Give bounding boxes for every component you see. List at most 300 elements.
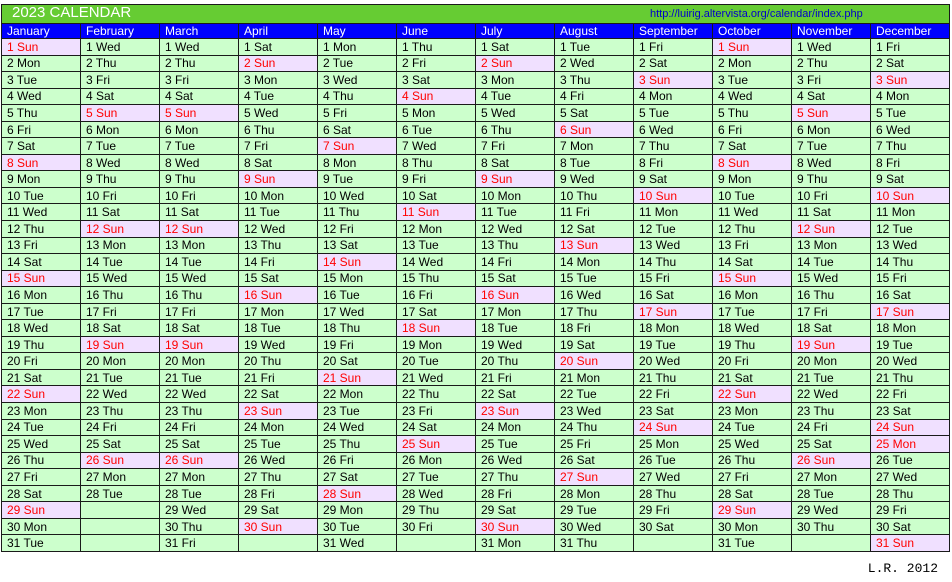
empty-cell (81, 535, 160, 552)
day-row (2, 320, 950, 337)
day-cell: 11 Tue (476, 204, 555, 221)
day-cell: 18 Fri (555, 320, 634, 337)
day-cell: 8 Sat (239, 154, 318, 171)
day-cell: 29 Wed (792, 502, 871, 519)
day-cell: 13 Thu (476, 237, 555, 254)
day-cell: 8 Wed (792, 154, 871, 171)
day-cell: 9 Wed (555, 171, 634, 188)
day-cell: 4 Mon (871, 88, 950, 105)
day-cell: 11 Mon (634, 204, 713, 221)
day-cell: 12 Mon (397, 221, 476, 238)
day-row (2, 469, 950, 486)
day-row (2, 138, 950, 155)
day-cell: 30 Sun (476, 518, 555, 535)
day-cell: 1 Sun (713, 39, 792, 56)
day-cell: 18 Tue (476, 320, 555, 337)
day-cell: 20 Thu (239, 353, 318, 370)
day-cell: 7 Sat (713, 138, 792, 155)
day-cell: 26 Sat (555, 452, 634, 469)
day-cell: 24 Tue (2, 419, 81, 436)
day-cell: 12 Fri (318, 221, 397, 238)
day-cell: 4 Sat (792, 88, 871, 105)
day-cell: 6 Fri (713, 121, 792, 138)
day-cell: 28 Fri (239, 485, 318, 502)
day-cell: 2 Tue (318, 55, 397, 72)
day-cell: 5 Sat (555, 105, 634, 122)
day-cell: 14 Sat (713, 254, 792, 271)
day-cell: 24 Mon (476, 419, 555, 436)
day-cell: 2 Fri (397, 55, 476, 72)
day-cell: 9 Mon (2, 171, 81, 188)
day-cell: 15 Sat (476, 270, 555, 287)
day-cell: 23 Thu (160, 403, 239, 420)
day-cell: 8 Sun (713, 154, 792, 171)
day-cell: 10 Thu (555, 187, 634, 204)
day-cell: 10 Fri (792, 187, 871, 204)
day-cell: 4 Sat (160, 88, 239, 105)
day-cell: 3 Fri (160, 72, 239, 89)
day-cell: 12 Sun (160, 221, 239, 238)
month-header-december: December (871, 24, 950, 39)
day-cell: 8 Tue (555, 154, 634, 171)
day-cell: 28 Sun (318, 485, 397, 502)
day-cell: 10 Sun (871, 187, 950, 204)
month-header-october: October (713, 24, 792, 39)
day-cell: 21 Mon (555, 369, 634, 386)
day-cell: 9 Mon (713, 171, 792, 188)
day-row (2, 485, 950, 502)
day-row (2, 187, 950, 204)
day-cell: 10 Sat (397, 187, 476, 204)
day-cell: 19 Mon (397, 336, 476, 353)
day-row (2, 452, 950, 469)
day-row (2, 39, 950, 56)
day-cell: 31 Thu (555, 535, 634, 552)
day-cell: 20 Mon (160, 353, 239, 370)
day-cell: 27 Wed (871, 469, 950, 486)
day-cell: 4 Fri (555, 88, 634, 105)
empty-cell (634, 535, 713, 552)
day-cell: 28 Tue (81, 485, 160, 502)
day-cell: 20 Wed (871, 353, 950, 370)
day-cell: 27 Sat (318, 469, 397, 486)
day-cell: 28 Tue (792, 485, 871, 502)
day-row (2, 436, 950, 453)
day-cell: 10 Mon (239, 187, 318, 204)
day-cell: 4 Thu (318, 88, 397, 105)
day-cell: 28 Mon (555, 485, 634, 502)
day-cell: 22 Mon (318, 386, 397, 403)
calendar-table (1, 4, 950, 552)
day-row (2, 105, 950, 122)
day-cell: 9 Tue (318, 171, 397, 188)
day-cell: 21 Wed (397, 369, 476, 386)
day-cell: 8 Sat (476, 154, 555, 171)
day-row (2, 270, 950, 287)
day-cell: 11 Sun (397, 204, 476, 221)
empty-cell (81, 502, 160, 519)
day-cell: 6 Sat (318, 121, 397, 138)
day-cell: 12 Sat (555, 221, 634, 238)
day-cell: 15 Fri (634, 270, 713, 287)
day-row (2, 88, 950, 105)
day-cell: 26 Thu (2, 452, 81, 469)
day-row (2, 254, 950, 271)
day-cell: 9 Thu (792, 171, 871, 188)
day-cell: 21 Thu (871, 369, 950, 386)
day-cell: 7 Fri (476, 138, 555, 155)
day-cell: 6 Thu (239, 121, 318, 138)
day-cell: 9 Sun (239, 171, 318, 188)
day-row (2, 386, 950, 403)
day-cell: 13 Wed (871, 237, 950, 254)
day-cell: 15 Sun (2, 270, 81, 287)
day-cell: 5 Fri (318, 105, 397, 122)
day-cell: 5 Tue (634, 105, 713, 122)
day-cell: 21 Sat (713, 369, 792, 386)
day-cell: 30 Wed (555, 518, 634, 535)
day-cell: 3 Sun (634, 72, 713, 89)
day-cell: 15 Fri (871, 270, 950, 287)
day-cell: 12 Sun (81, 221, 160, 238)
day-row (2, 72, 950, 89)
day-cell: 19 Thu (713, 336, 792, 353)
day-cell: 19 Wed (239, 336, 318, 353)
day-cell: 31 Fri (160, 535, 239, 552)
day-cell: 22 Fri (634, 386, 713, 403)
day-row (2, 171, 950, 188)
day-cell: 14 Thu (871, 254, 950, 271)
day-cell: 10 Tue (713, 187, 792, 204)
month-header-may: May (318, 24, 397, 39)
day-cell: 25 Sun (397, 436, 476, 453)
day-cell: 20 Sun (555, 353, 634, 370)
day-cell: 1 Wed (160, 39, 239, 56)
day-cell: 20 Tue (397, 353, 476, 370)
day-cell: 27 Thu (239, 469, 318, 486)
day-cell: 19 Sat (555, 336, 634, 353)
day-cell: 11 Sat (160, 204, 239, 221)
day-cell: 8 Fri (634, 154, 713, 171)
day-cell: 22 Wed (81, 386, 160, 403)
day-cell: 31 Wed (318, 535, 397, 552)
day-cell: 13 Sun (555, 237, 634, 254)
day-cell: 13 Mon (81, 237, 160, 254)
day-cell: 17 Fri (81, 303, 160, 320)
day-row (2, 353, 950, 370)
day-cell: 7 Tue (792, 138, 871, 155)
day-cell: 8 Wed (81, 154, 160, 171)
day-cell: 26 Sun (81, 452, 160, 469)
day-row (2, 287, 950, 304)
day-cell: 30 Mon (2, 518, 81, 535)
day-cell: 16 Wed (555, 287, 634, 304)
day-cell: 17 Mon (476, 303, 555, 320)
day-cell: 6 Mon (81, 121, 160, 138)
day-cell: 25 Thu (318, 436, 397, 453)
day-cell: 30 Mon (713, 518, 792, 535)
day-cell: 27 Sun (555, 469, 634, 486)
day-cell: 5 Sun (81, 105, 160, 122)
day-cell: 25 Tue (239, 436, 318, 453)
day-cell: 8 Sun (2, 154, 81, 171)
day-cell: 16 Tue (318, 287, 397, 304)
day-cell: 11 Fri (555, 204, 634, 221)
day-cell: 30 Tue (318, 518, 397, 535)
day-cell: 3 Tue (713, 72, 792, 89)
day-cell: 26 Wed (476, 452, 555, 469)
month-header-january: January (2, 24, 81, 39)
day-cell: 22 Thu (397, 386, 476, 403)
day-cell: 1 Fri (634, 39, 713, 56)
day-cell: 11 Wed (2, 204, 81, 221)
day-cell: 21 Tue (792, 369, 871, 386)
day-cell: 10 Wed (318, 187, 397, 204)
day-cell: 29 Fri (634, 502, 713, 519)
day-cell: 1 Tue (555, 39, 634, 56)
day-cell: 27 Mon (81, 469, 160, 486)
day-cell: 2 Sat (871, 55, 950, 72)
day-cell: 23 Mon (2, 403, 81, 420)
empty-cell (239, 535, 318, 552)
day-cell: 21 Fri (239, 369, 318, 386)
day-cell: 9 Sat (634, 171, 713, 188)
day-cell: 11 Wed (713, 204, 792, 221)
day-cell: 21 Thu (634, 369, 713, 386)
day-cell: 29 Sun (2, 502, 81, 519)
day-cell: 1 Sun (2, 39, 81, 56)
day-cell: 16 Mon (2, 287, 81, 304)
day-cell: 17 Thu (555, 303, 634, 320)
day-row (2, 237, 950, 254)
day-cell: 23 Sun (239, 403, 318, 420)
day-row (2, 369, 950, 386)
day-cell: 31 Tue (713, 535, 792, 552)
day-cell: 2 Thu (792, 55, 871, 72)
day-cell: 11 Thu (318, 204, 397, 221)
day-cell: 28 Sat (2, 485, 81, 502)
day-cell: 2 Mon (713, 55, 792, 72)
day-cell: 18 Sat (81, 320, 160, 337)
day-cell: 16 Sat (871, 287, 950, 304)
day-cell: 17 Tue (713, 303, 792, 320)
day-cell: 19 Wed (476, 336, 555, 353)
day-cell: 24 Sun (871, 419, 950, 436)
day-cell: 28 Wed (397, 485, 476, 502)
day-cell: 4 Sat (81, 88, 160, 105)
day-cell: 3 Wed (318, 72, 397, 89)
day-cell: 29 Mon (318, 502, 397, 519)
day-cell: 18 Mon (634, 320, 713, 337)
day-cell: 7 Tue (160, 138, 239, 155)
day-cell: 14 Tue (81, 254, 160, 271)
day-cell: 21 Tue (160, 369, 239, 386)
day-cell: 1 Wed (81, 39, 160, 56)
day-row (2, 419, 950, 436)
day-cell: 22 Wed (160, 386, 239, 403)
day-cell: 14 Mon (555, 254, 634, 271)
day-row (2, 502, 950, 519)
day-cell: 17 Wed (318, 303, 397, 320)
day-row (2, 55, 950, 72)
day-cell: 5 Thu (2, 105, 81, 122)
day-cell: 15 Thu (397, 270, 476, 287)
day-cell: 7 Thu (871, 138, 950, 155)
empty-cell (81, 518, 160, 535)
day-cell: 9 Sun (476, 171, 555, 188)
day-cell: 7 Sat (2, 138, 81, 155)
day-cell: 12 Wed (476, 221, 555, 238)
day-cell: 16 Thu (160, 287, 239, 304)
day-cell: 3 Sun (871, 72, 950, 89)
month-header-march: March (160, 24, 239, 39)
day-cell: 25 Wed (713, 436, 792, 453)
month-header-august: August (555, 24, 634, 39)
day-cell: 2 Sun (476, 55, 555, 72)
day-cell: 18 Sat (792, 320, 871, 337)
day-cell: 2 Mon (2, 55, 81, 72)
day-cell: 17 Tue (2, 303, 81, 320)
calendar-title: 2023 CALENDAR (12, 4, 132, 21)
day-cell: 19 Sun (81, 336, 160, 353)
day-cell: 18 Thu (318, 320, 397, 337)
day-cell: 3 Tue (2, 72, 81, 89)
day-cell: 18 Mon (871, 320, 950, 337)
day-cell: 9 Thu (160, 171, 239, 188)
day-cell: 17 Mon (239, 303, 318, 320)
day-row (2, 221, 950, 238)
day-cell: 24 Fri (160, 419, 239, 436)
day-cell: 25 Sat (792, 436, 871, 453)
day-cell: 3 Sat (397, 72, 476, 89)
day-cell: 29 Tue (555, 502, 634, 519)
day-cell: 14 Wed (397, 254, 476, 271)
day-cell: 23 Wed (555, 403, 634, 420)
day-cell: 10 Fri (160, 187, 239, 204)
day-cell: 20 Mon (792, 353, 871, 370)
day-cell: 13 Sat (318, 237, 397, 254)
day-cell: 12 Thu (2, 221, 81, 238)
day-cell: 7 Fri (239, 138, 318, 155)
day-cell: 17 Sun (634, 303, 713, 320)
day-cell: 19 Tue (871, 336, 950, 353)
day-cell: 28 Thu (634, 485, 713, 502)
day-cell: 26 Tue (871, 452, 950, 469)
day-cell: 18 Wed (713, 320, 792, 337)
day-cell: 7 Wed (397, 138, 476, 155)
day-row (2, 336, 950, 353)
day-cell: 24 Thu (555, 419, 634, 436)
day-cell: 12 Tue (871, 221, 950, 238)
day-row (2, 154, 950, 171)
day-cell: 30 Thu (792, 518, 871, 535)
day-cell: 31 Tue (2, 535, 81, 552)
day-cell: 6 Wed (871, 121, 950, 138)
day-cell: 1 Sat (476, 39, 555, 56)
day-cell: 6 Thu (476, 121, 555, 138)
day-cell: 14 Fri (476, 254, 555, 271)
day-cell: 8 Fri (871, 154, 950, 171)
day-row (2, 204, 950, 221)
day-cell: 11 Mon (871, 204, 950, 221)
day-cell: 29 Fri (871, 502, 950, 519)
day-cell: 1 Sat (239, 39, 318, 56)
day-cell: 16 Mon (713, 287, 792, 304)
day-cell: 22 Sun (2, 386, 81, 403)
day-cell: 27 Fri (2, 469, 81, 486)
day-cell: 10 Fri (81, 187, 160, 204)
day-cell: 24 Tue (713, 419, 792, 436)
day-cell: 7 Thu (634, 138, 713, 155)
day-cell: 23 Sat (871, 403, 950, 420)
day-cell: 22 Sat (239, 386, 318, 403)
day-cell: 24 Fri (81, 419, 160, 436)
day-cell: 2 Wed (555, 55, 634, 72)
day-cell: 28 Thu (871, 485, 950, 502)
day-cell: 16 Thu (81, 287, 160, 304)
day-cell: 14 Sun (318, 254, 397, 271)
day-cell: 16 Fri (397, 287, 476, 304)
day-cell: 31 Sun (871, 535, 950, 552)
day-cell: 8 Wed (160, 154, 239, 171)
day-cell: 22 Tue (555, 386, 634, 403)
day-cell: 6 Sun (555, 121, 634, 138)
day-cell: 12 Tue (634, 221, 713, 238)
day-cell: 10 Sun (634, 187, 713, 204)
day-cell: 11 Tue (239, 204, 318, 221)
day-cell: 20 Mon (81, 353, 160, 370)
day-cell: 8 Thu (397, 154, 476, 171)
day-cell: 25 Mon (634, 436, 713, 453)
day-cell: 28 Fri (476, 485, 555, 502)
day-cell: 20 Thu (476, 353, 555, 370)
day-cell: 2 Sun (239, 55, 318, 72)
day-cell: 23 Thu (792, 403, 871, 420)
day-row (2, 303, 950, 320)
empty-cell (792, 535, 871, 552)
day-cell: 15 Tue (555, 270, 634, 287)
day-cell: 12 Sun (792, 221, 871, 238)
day-cell: 30 Sat (871, 518, 950, 535)
day-cell: 29 Wed (160, 502, 239, 519)
day-cell: 24 Wed (318, 419, 397, 436)
day-cell: 15 Sat (239, 270, 318, 287)
day-cell: 19 Sun (160, 336, 239, 353)
day-cell: 5 Sun (160, 105, 239, 122)
day-cell: 23 Mon (713, 403, 792, 420)
day-cell: 24 Mon (239, 419, 318, 436)
day-cell: 22 Wed (792, 386, 871, 403)
day-cell: 25 Tue (476, 436, 555, 453)
day-cell: 14 Thu (634, 254, 713, 271)
day-cell: 27 Tue (397, 469, 476, 486)
day-cell: 16 Sun (476, 287, 555, 304)
day-cell: 25 Mon (871, 436, 950, 453)
day-cell: 27 Thu (476, 469, 555, 486)
day-cell: 29 Sun (713, 502, 792, 519)
day-cell: 13 Fri (2, 237, 81, 254)
day-cell: 7 Tue (81, 138, 160, 155)
day-cell: 3 Mon (239, 72, 318, 89)
day-cell: 27 Wed (634, 469, 713, 486)
day-cell: 13 Fri (713, 237, 792, 254)
day-cell: 6 Wed (634, 121, 713, 138)
day-cell: 16 Sat (634, 287, 713, 304)
day-cell: 17 Sun (871, 303, 950, 320)
day-cell: 4 Tue (239, 88, 318, 105)
day-cell: 18 Wed (2, 320, 81, 337)
day-cell: 22 Sat (476, 386, 555, 403)
